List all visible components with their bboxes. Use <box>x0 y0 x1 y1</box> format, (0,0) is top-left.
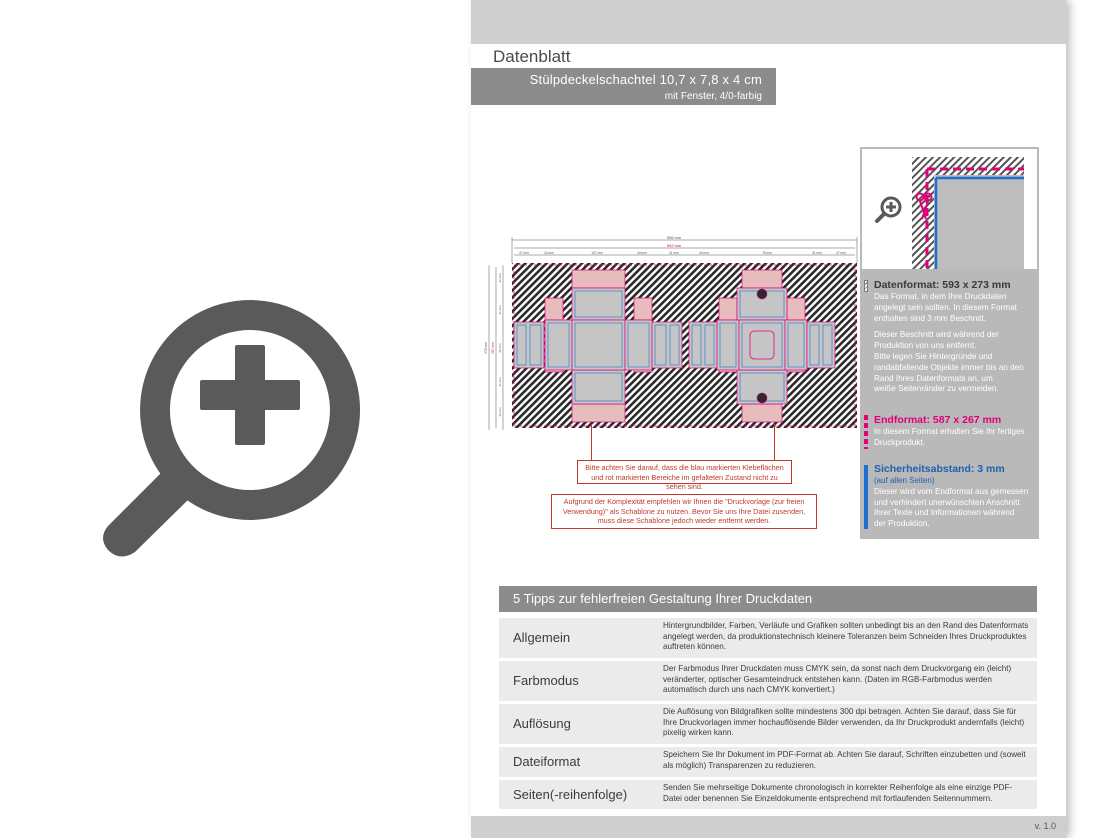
end-format-info <box>874 414 1025 449</box>
end-format-l0: In diesem Format erhalten Sie Ihr fertiges <box>874 427 1025 436</box>
dim-side-1: 42 mm <box>498 273 502 283</box>
data-format-heading: Datenformat: 593 x 273 mm <box>874 279 1011 291</box>
dim-height-outer: 276 mm <box>484 342 488 354</box>
dim-height-inner: 267 mm <box>491 342 495 354</box>
data-format-l5: Produktion von uns entfernt. <box>874 341 977 351</box>
data-format-l7: randabfallende Objekte immer bis an den <box>874 362 1024 372</box>
tip-text: Der Farbmodus Ihrer Druckdaten muss CMYK sein, da sonst nach dem Druckvorgang ein (leicht) veränderter, optischer Gesamteindruck entstehen kann. (Daten im RGB-Farbmodus werden automatisch durch uns nach CMYK konvertiert.) <box>663 664 1012 695</box>
data-format-marker <box>864 280 868 292</box>
title-bar <box>471 68 776 105</box>
tip-text: Hintergrundbilder, Farben, Verläufe und Grafiken sollten unbedingt bis an den Rand des Datenformats angelegt werden, da produktionstechnisch kleinere Toleranzen beim Schneiden Ihres Druckproduktes auftreten können. <box>663 621 1029 652</box>
dim-top-6: 44 mm <box>699 251 709 255</box>
corner-detail <box>862 149 1037 269</box>
safety-heading: Sicherheitsabstand: 3 mm <box>874 463 1005 475</box>
dim-top-9: 47 mm <box>836 251 846 255</box>
safety-l2: Ihrer Texte und Informationen während <box>874 508 1015 518</box>
safety-l1: und verhindert unerwünschten Anschnitt <box>874 497 1020 507</box>
safety-sub: (auf allen Seiten) <box>874 476 935 485</box>
tip-row-aufloesung <box>499 704 1037 744</box>
product-title: Stülpdeckelschachtel 10,7 x 7,8 x 4 cm <box>529 72 762 87</box>
data-format-l1: angelegt sein sollten. In diesem Format <box>874 302 1017 312</box>
end-format-l1: Druckprodukt. <box>874 437 925 447</box>
tip-row-allgemein <box>499 618 1037 658</box>
dim-top-1: 47 mm <box>519 251 529 255</box>
data-format-l6: Bitte legen Sie Hintergründe und <box>874 351 993 361</box>
safety-info <box>874 463 1028 530</box>
document-page <box>471 0 1066 838</box>
data-format-l2: enthalten sind 3 mm Beschnitt. <box>874 313 986 323</box>
data-format-l9: weiße Seitenränder zu vermeiden. <box>874 384 999 394</box>
dim-top-2: 44 mm <box>544 251 554 255</box>
dim-top-8: 41 mm <box>812 251 822 255</box>
data-format-info <box>874 279 1024 395</box>
version-label: v. 1.0 <box>1034 821 1056 831</box>
glue-note: Bitte achten Sie darauf, dass die blau markierten Klebeflächen und rot markierten Bereiche im gefalteten Zustand nicht zu sehen sind. <box>577 460 792 484</box>
dim-side-4: 41 mm <box>498 377 502 387</box>
note-leader-right <box>774 424 775 460</box>
header-band <box>471 0 1066 44</box>
data-format-l8: Rand Ihres Datenformats an, um <box>874 373 993 383</box>
dim-side-2: 41 mm <box>498 305 502 315</box>
safety-l3: der Produktion. <box>874 519 930 529</box>
dim-side-5: 42 mm <box>498 407 502 417</box>
tip-text: Die Auflösung von Bildgrafiken sollte mindestens 300 dpi betragen. Achten Sie darauf, dass Sie für Ihre Druckvorlagen immer hochauflösende Bilder verwenden, da Ihr Druckprodukt andernfalls (leicht) pixelig wirken kann. <box>663 707 1025 738</box>
tip-label: Dateiformat <box>513 754 581 769</box>
zoom-in-icon[interactable] <box>100 290 370 560</box>
tips-heading: 5 Tipps zur fehlerfreien Gestaltung Ihrer Druckdaten <box>499 586 1037 612</box>
note-leader-left <box>591 424 592 460</box>
dieline-diagram <box>479 230 864 430</box>
tip-text: Speichern Sie Ihr Dokument im PDF-Format ab. Achten Sie darauf, Schriften einzubetten und (soweit als möglich) Transparenzen zu reduzieren. <box>663 750 1026 770</box>
zoom-detail-icon[interactable] <box>874 195 904 225</box>
footer-band <box>471 816 1066 838</box>
tip-label: Farbmodus <box>513 673 579 688</box>
dim-top-7: 78 mm <box>762 251 772 255</box>
end-format-heading: Endformat: 587 x 267 mm <box>874 414 1002 426</box>
format-info-panel <box>860 147 1039 539</box>
tip-row-farbmodus <box>499 661 1037 701</box>
safety-marker <box>864 465 868 529</box>
product-subtitle: mit Fenster, 4/0-farbig <box>664 91 762 102</box>
end-format-marker <box>864 415 868 449</box>
dim-top-5: 41 mm <box>669 251 679 255</box>
tip-text: Senden Sie mehrseitige Dokumente chronologisch in korrekter Reihenfolge als eine einzige PDF-Datei oder benennen Sie Einzeldokumente entsprechend mit fortlaufenden Seitennummern. <box>663 783 1013 803</box>
tip-row-seiten <box>499 780 1037 809</box>
tip-label: Seiten(-reihenfolge) <box>513 787 628 802</box>
template-note: Aufgrund der Komplexität empfehlen wir Ihnen die "Druckvorlage (zur freien Verwendung)" als Schablone zu nutzen. Bevor Sie uns Ihre Datei zusenden, muss diese Schablone jedoch wieder entfernt werden. <box>551 494 817 529</box>
data-format-l0: Das Format, in dem Ihre Druckdaten <box>874 292 1007 301</box>
data-format-l4: Dieser Beschnitt wird während der <box>874 330 999 340</box>
tip-row-dateiformat <box>499 747 1037 777</box>
tip-label: Allgemein <box>513 630 571 645</box>
safety-l0: Dieser wird vom Endformat aus gemessen <box>874 486 1029 496</box>
dim-inner-width: 592 mm <box>666 243 682 248</box>
doc-label: Datenblatt <box>471 46 591 68</box>
dim-top-4: 44 mm <box>637 251 647 255</box>
tip-label: Auflösung <box>513 716 571 731</box>
dim-overall-width: 596 mm <box>666 235 682 240</box>
dim-top-3: 107 mm <box>591 251 603 255</box>
dim-side-3: 68 mm <box>498 343 502 353</box>
